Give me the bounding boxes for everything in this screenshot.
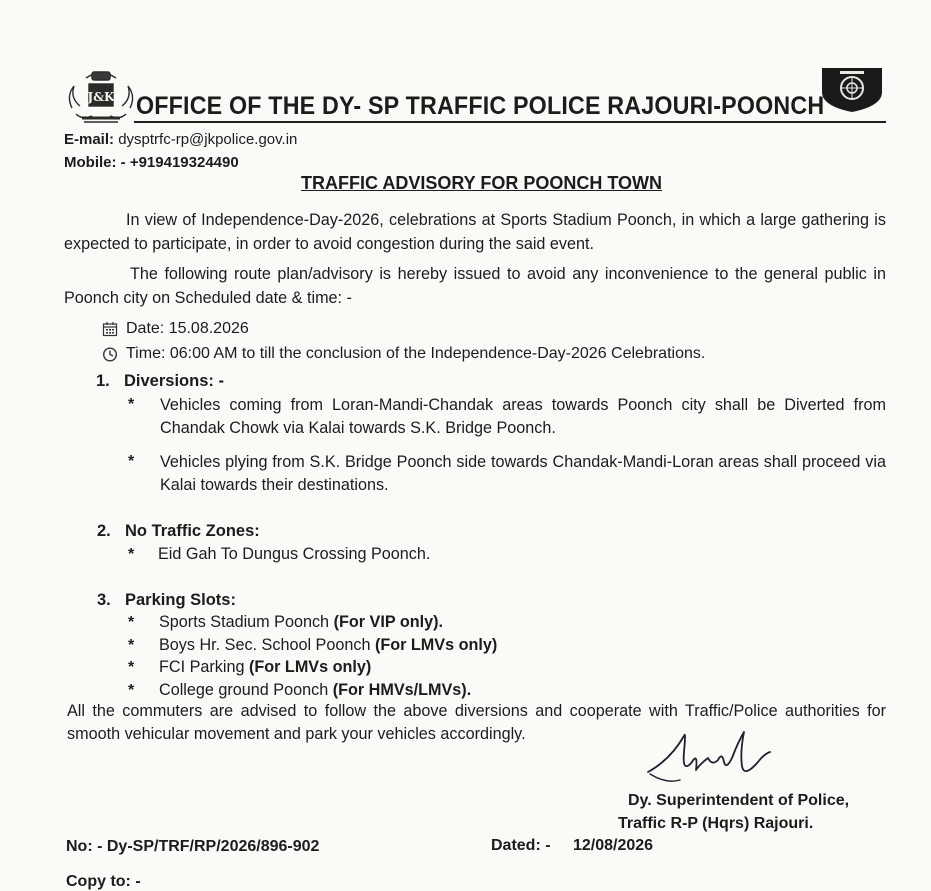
advisory-title: TRAFFIC ADVISORY FOR POONCH TOWN (301, 173, 663, 193)
diversion-item-1: Vehicles coming from Loran-Mandi-Chandak areas towards Poonch city shall be Diverted from Chandak Chowk via Kalai towards S.K. Bridge Poonch. (160, 396, 886, 437)
time-text: Time: 06:00 AM to till the conclusion of the Independence-Day-2026 Celebrations. (126, 345, 706, 362)
time-row (102, 345, 705, 363)
handwritten-signature (640, 722, 780, 792)
date-row (102, 320, 249, 338)
bullet-asterisk: * (128, 396, 135, 413)
parking-item-1: Sports Stadium Poonch (For VIP only). (159, 613, 444, 631)
closing-line-2: smooth vehicular movement and park your vehicles accordingly. (67, 725, 526, 743)
copy-to-label: Copy to: - (66, 873, 141, 890)
dated-value: 12/08/2026 (573, 837, 654, 854)
signatory-office: Traffic R-P (Hqrs) Rajouri. (618, 815, 814, 832)
bullet-asterisk: * (128, 659, 135, 676)
route-plan-paragraph (64, 262, 886, 310)
route-plan-line-1: The following route plan/advisory is hereby issued to avoid any inconvenience to the general public in (130, 265, 886, 283)
reference-number: No: - Dy-SP/TRF/RP/2026/896-902 (66, 838, 320, 855)
no-traffic-zone-item: Eid Gah To Dungus Crossing Poonch. (158, 545, 431, 563)
section-parking-slots-heading: 3. Parking Slots: (97, 591, 236, 609)
jk-police-emblem-icon (62, 68, 140, 126)
header-divider (134, 121, 886, 123)
email-line (64, 131, 297, 148)
mobile-line: Mobile: - +919419324490 (64, 154, 239, 171)
bullet-asterisk: * (128, 637, 135, 654)
calendar-icon (102, 321, 118, 337)
parking-item-4: College ground Poonch (For HMVs/LMVs). (159, 681, 472, 699)
intro-line-1: In view of Independence-Day-2026, celebrations at Sports Stadium Poonch, in which a large gathering is (126, 211, 886, 229)
bullet-asterisk: * (128, 682, 135, 699)
diversion-item-2: Vehicles plying from S.K. Bridge Poonch side towards Chandak-Mandi-Loran areas shall proceed via Kalai towards their destinations. (160, 453, 886, 494)
intro-line-2: expected to participate, in order to avoid congestion during the said event. (64, 235, 595, 253)
section-no-traffic-zones-heading: 2. No Traffic Zones: (97, 522, 260, 540)
bullet-asterisk: * (128, 614, 135, 631)
route-plan-line-2: Poonch city on Scheduled date & time: - (64, 289, 352, 307)
email-link[interactable]: dysptrfc-rp@jkpolice.gov.in (118, 131, 298, 148)
bullet-asterisk: * (128, 453, 135, 470)
email-label: E-mail: (64, 131, 115, 148)
closing-line-1: All the commuters are advised to follow the above diversions and cooperate with Traffic/Police authorities for (67, 702, 886, 720)
clock-icon (102, 346, 118, 362)
parking-item-3: FCI Parking (For LMVs only) (159, 658, 372, 676)
parking-item-2: Boys Hr. Sec. School Poonch (For LMVs only) (159, 636, 498, 654)
dated-label: Dated: - (491, 837, 551, 854)
svg-text:J&K: J&K (87, 90, 115, 104)
date-text: Date: 15.08.2026 (126, 320, 249, 337)
signatory-designation: Dy. Superintendent of Police, (628, 792, 850, 809)
police-shield-icon (818, 64, 886, 114)
section-diversions-heading: 1. Diversions: - (96, 372, 224, 390)
bullet-asterisk: * (128, 546, 135, 563)
office-title: OFFICE OF THE DY- SP TRAFFIC POLICE RAJOURI-POONCH (136, 92, 825, 120)
intro-paragraph (64, 208, 886, 256)
